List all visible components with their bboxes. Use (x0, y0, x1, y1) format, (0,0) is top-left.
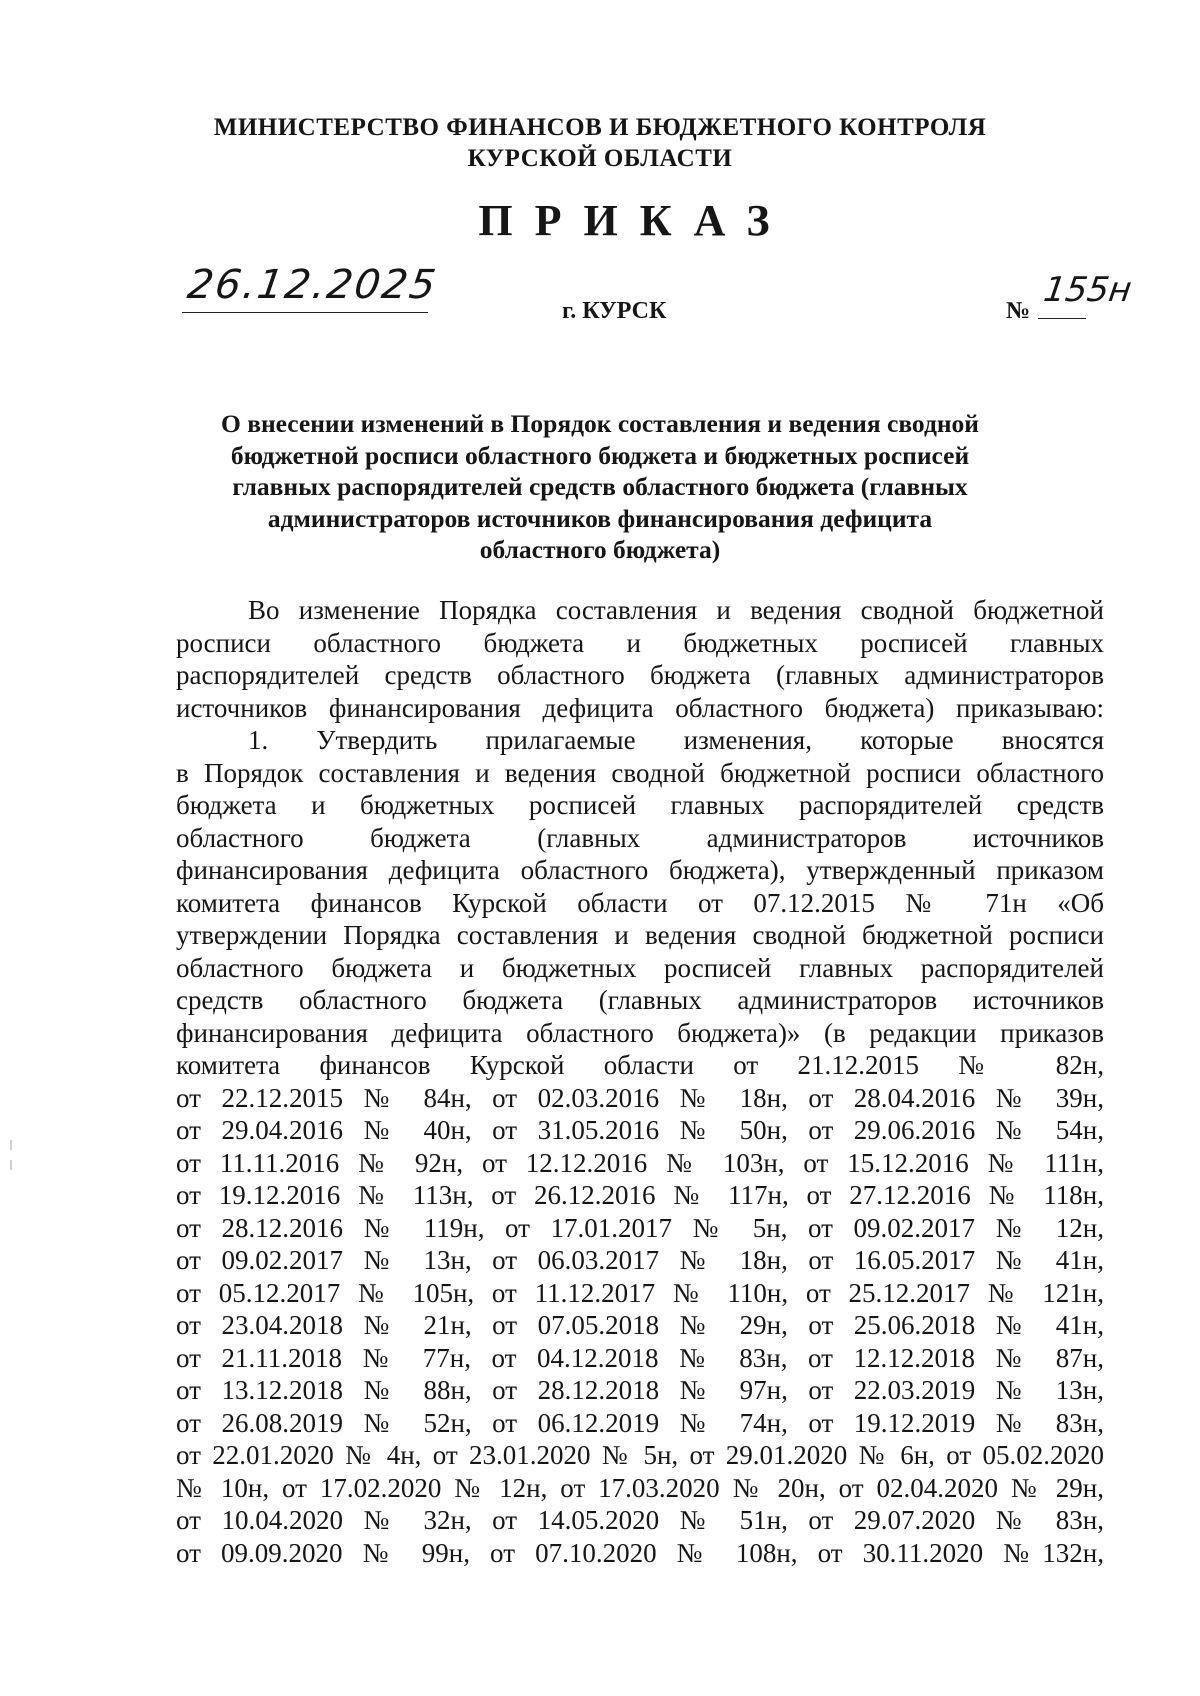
body-line: финансирования дефицита областного бюджета)» (в редакции приказов (176, 1017, 1104, 1048)
body-line: средств областного бюджета (главных администраторов источников (176, 985, 1104, 1015)
body-line: распорядителей средств областного бюджета (главных администраторов (176, 660, 1104, 690)
subject-line: бюджетной росписи областного бюджета и бюджетных росписей (230, 440, 970, 470)
body-line: в Порядок составления и ведения сводной бюджетной росписи областного (176, 757, 1104, 788)
body-line: от 11.11.2016 № 92н, от 12.12.2016 № 103н, от 15.12.2016 № 111н, (176, 1147, 1104, 1178)
body-line: Во изменение Порядка составления и ведения сводной бюджетной (248, 595, 1104, 625)
ministry-header (0, 112, 1200, 174)
body-line: от 29.04.2016 № 40н, от 31.05.2016 № 50н, от 29.06.2016 № 54н, (176, 1115, 1104, 1145)
body-line: от 13.12.2018 № 88н, от 28.12.2018 № 97н, от 22.03.2019 № 13н, (176, 1375, 1104, 1405)
body-line: утверждении Порядка составления и ведения сводной бюджетной росписи (176, 920, 1104, 950)
number-underline (1038, 318, 1086, 319)
body-line: от 22.12.2015 № 84н, от 02.03.2016 № 18н, от 28.04.2016 № 39н, (176, 1082, 1104, 1113)
body-line: областного бюджета и бюджетных росписей главных распорядителей (176, 952, 1104, 983)
body-line: росписи областного бюджета и бюджетных росписей главных (176, 627, 1104, 658)
body-line: областного бюджета (главных администраторов источников (176, 822, 1104, 853)
order-subject (0, 408, 1200, 566)
body-line: финансирования дефицита областного бюджета), утвержденный приказом (176, 855, 1104, 885)
body-line: от 21.11.2018 № 77н, от 04.12.2018 № 83н, от 12.12.2018 № 87н, (176, 1342, 1104, 1373)
body-line: бюджета и бюджетных росписей главных распорядителей средств (176, 790, 1104, 820)
body-line: комитета финансов Курской области от 21.12.2015 № 82н, (176, 1050, 1104, 1080)
ministry-line-1: МИНИСТЕРСТВО ФИНАНСОВ И БЮДЖЕТНОГО КОНТРОЛЯ (213, 114, 987, 141)
subject-line: О внесении изменений в Порядок составления и ведения сводной (220, 409, 979, 438)
body-line: комитета финансов Курской области от 07.12.2015 № 71н «Об (176, 887, 1104, 918)
subject-line: областного бюджета) (479, 535, 721, 565)
number-sign: № (1006, 298, 1031, 324)
date-underline (182, 312, 428, 313)
body-line: от 22.01.2020 № 4н, от 23.01.2020 № 5н, от 29.01.2020 № 6н, от 05.02.2020 (176, 1440, 1104, 1470)
ministry-line-2: КУРСКОЙ ОБЛАСТИ (467, 145, 733, 172)
handwritten-order-number: 155н (1041, 270, 1134, 310)
subject-line: главных распорядителей средств областного бюджета (главных (232, 472, 968, 502)
document-type-title: ПРИКАЗ (478, 196, 792, 245)
body-line: от 28.12.2016 № 119н, от 17.01.2017 № 5н, от 09.02.2017 № 12н, (176, 1212, 1104, 1243)
order-body-text (176, 594, 1104, 1569)
scan-margin-mark (10, 1160, 12, 1170)
body-line: от 23.04.2018 № 21н, от 07.05.2018 № 29н, от 25.06.2018 № 41н, (176, 1310, 1104, 1340)
scan-margin-mark (10, 1140, 12, 1150)
body-line: от 10.04.2020 № 32н, от 14.05.2020 № 51н, от 29.07.2020 № 83н, (176, 1505, 1104, 1535)
body-line: от 09.09.2020 № 99н, от 07.10.2020 № 108н, от 30.11.2020 №132н, (176, 1537, 1104, 1568)
subject-line: администраторов источников финансирования дефицита (267, 503, 933, 533)
handwritten-date: 26.12.2025 (184, 262, 441, 308)
body-line: 1. Утвердить прилагаемые изменения, которые вносятся (248, 725, 1104, 755)
body-line: № 10н, от 17.02.2020 № 12н, от 17.03.2020 № 20н, от 02.04.2020 № 29н, (176, 1472, 1104, 1503)
body-line: от 19.12.2016 № 113н, от 26.12.2016 № 117н, от 27.12.2016 № 118н, (176, 1180, 1104, 1210)
body-line: от 05.12.2017 № 105н, от 11.12.2017 № 110н, от 25.12.2017 № 121н, (176, 1277, 1104, 1308)
body-line: от 26.08.2019 № 52н, от 06.12.2019 № 74н, от 19.12.2019 № 83н, (176, 1407, 1104, 1438)
city-label: г. КУРСК (562, 298, 667, 324)
body-line: источников финансирования дефицита областного бюджета) приказываю: (176, 692, 1104, 723)
body-line: от 09.02.2017 № 13н, от 06.03.2017 № 18н, от 16.05.2017 № 41н, (176, 1245, 1104, 1275)
